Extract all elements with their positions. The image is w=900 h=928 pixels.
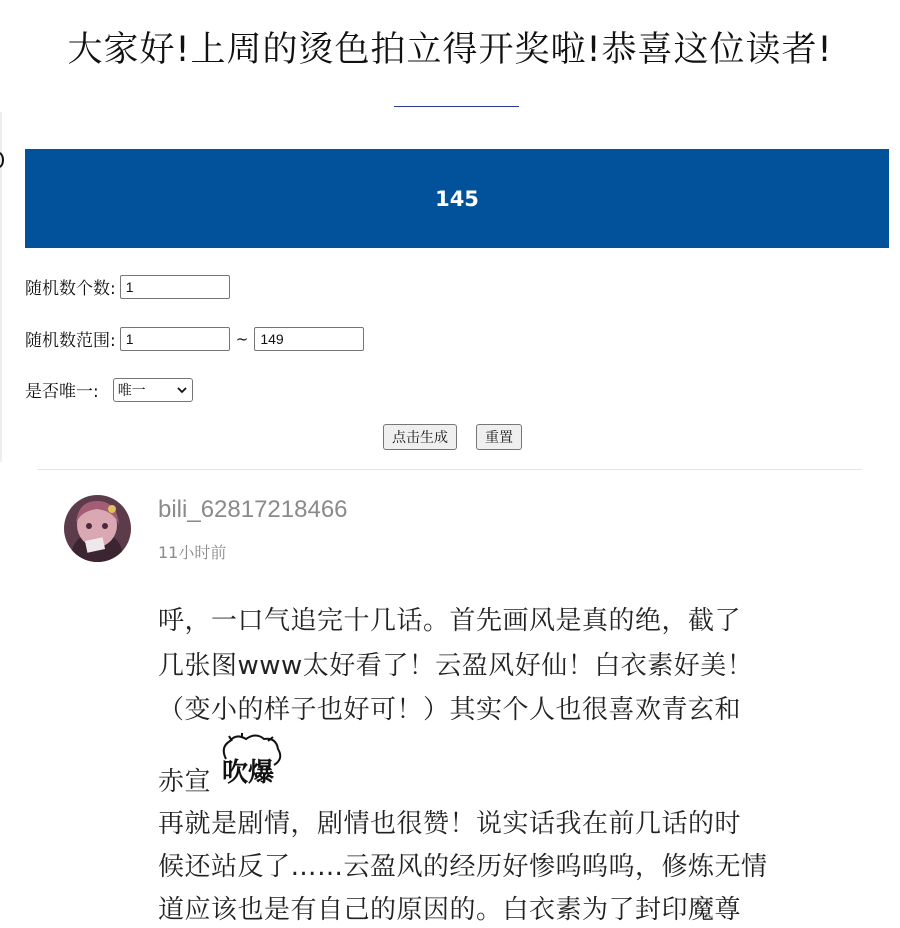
generate-button[interactable]: 点击生成 [383,424,457,450]
range-row [25,326,364,351]
range-min-input[interactable] [120,327,230,351]
comment-line: 呼，一口气追完十几话。首先画风是真的绝，截了 [158,606,742,636]
avatar-image [64,495,131,562]
unique-select[interactable] [113,378,193,402]
range-label: 随机数范围: [25,331,116,351]
avatar[interactable] [64,495,131,562]
unique-label: 是否唯一: [25,382,99,402]
range-separator: ~ [235,329,249,348]
comment-line: 道应该也是有自己的原因的。白衣素为了封印魔尊 [158,895,742,925]
post-headline: 大家好!上周的烫色拍立得开奖啦!恭喜这位读者! [67,30,833,70]
comment-line: 几张图www太好看了！云盈风好仙！白衣素好美！ [158,651,754,681]
partial-icon [0,152,4,168]
comment-line: 赤宣 [158,767,212,797]
comment-time: 11小时前 [158,543,227,562]
range-max-input[interactable] [254,327,364,351]
count-input[interactable] [120,275,230,299]
reset-button[interactable]: 重置 [476,424,522,450]
section-divider [37,469,862,470]
unique-selected-value: 唯一 [117,382,146,399]
unique-row [25,377,193,402]
random-result-banner [25,149,889,248]
svg-text:吹爆: 吹爆 [222,758,275,788]
count-label: 随机数个数: [25,279,116,299]
comment-line: （变小的样子也好可！）其实个人也很喜欢青玄和 [158,695,742,725]
sticker-image [218,733,284,791]
comment-line: 候还站反了……云盈风的经历好惨呜呜呜，修炼无情 [158,852,768,882]
chevron-down-icon [176,384,188,396]
divider [394,106,519,107]
comment-username[interactable]: bili_62817218466 [158,496,348,523]
comment-line: 再就是剧情，剧情也很赞！说实话我在前几话的时 [158,809,742,839]
count-row [25,274,230,299]
random-result-value: 145 [435,186,479,211]
